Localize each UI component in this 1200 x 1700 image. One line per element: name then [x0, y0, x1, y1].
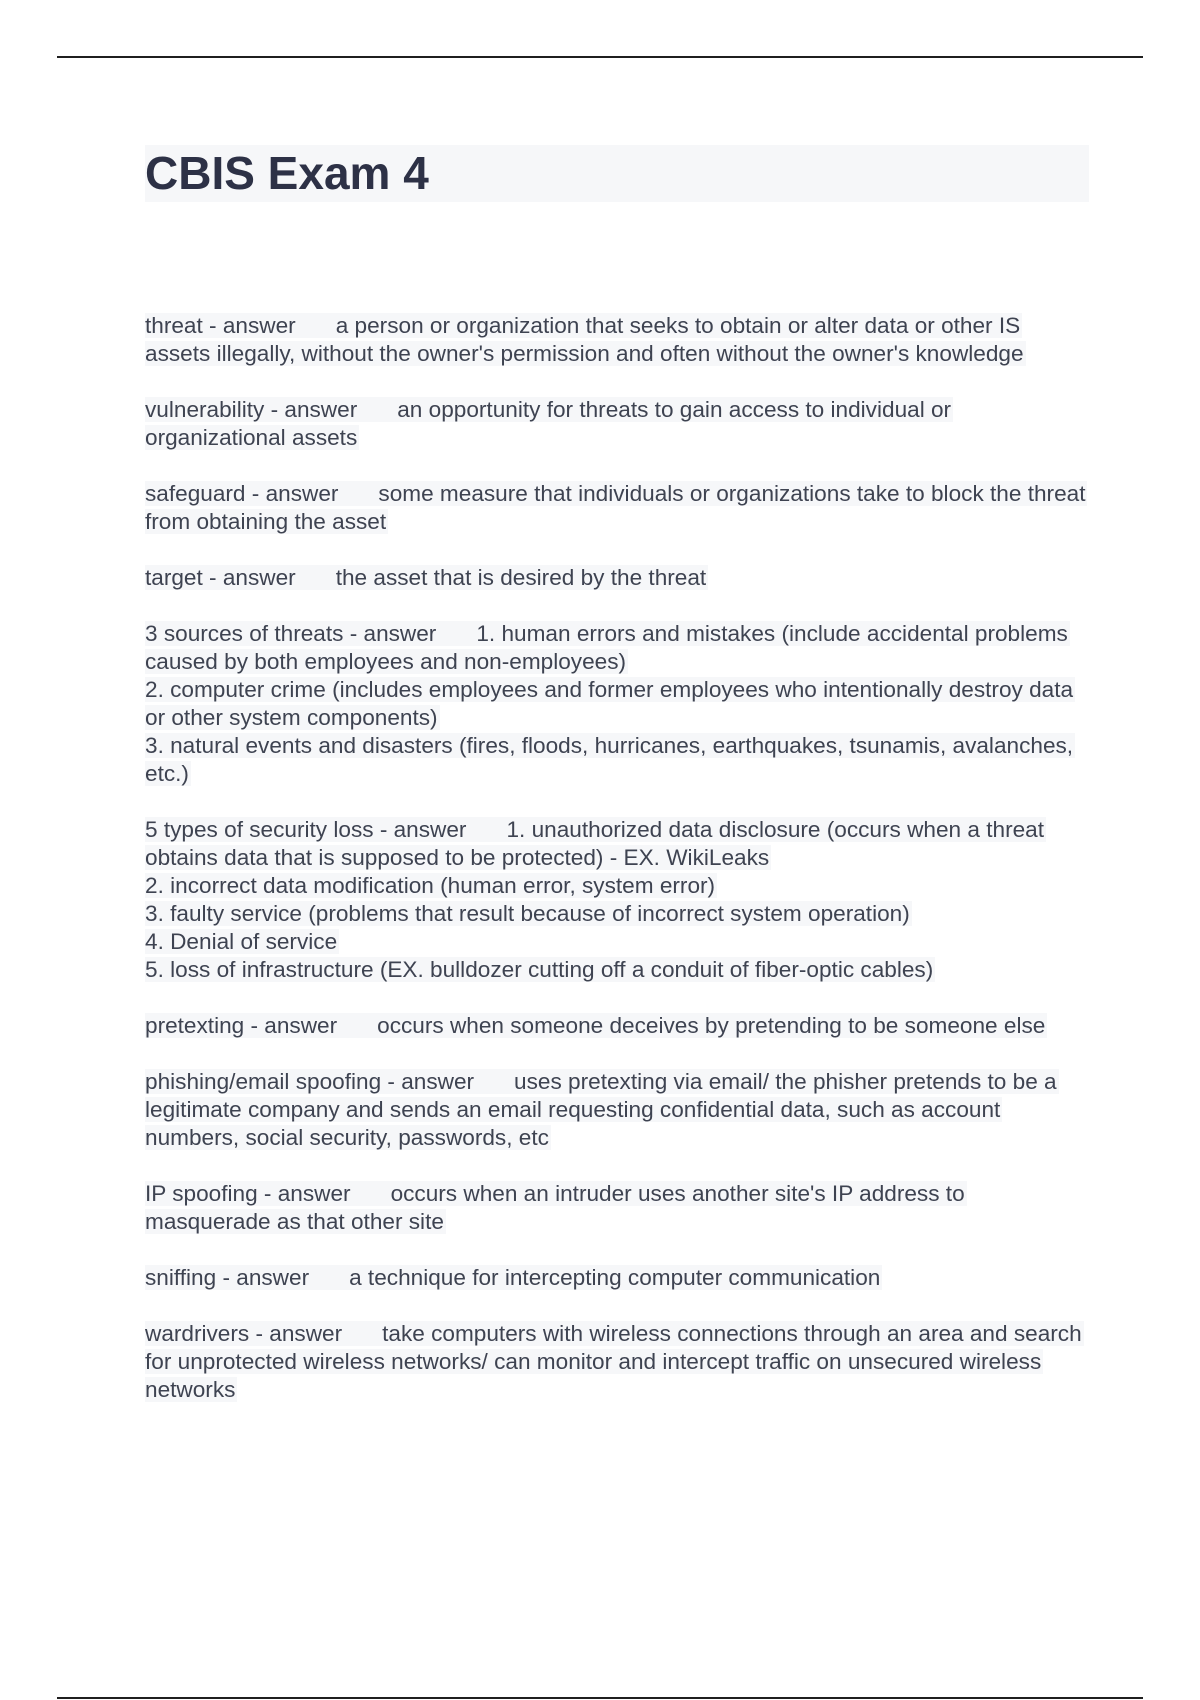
card-definition: some measure that individuals or organizations take to block the threat from obtaining the asset: [145, 481, 1086, 534]
flashcard: [145, 480, 1090, 536]
card-definition: uses pretexting via email/ the phisher pretends to be a legitimate company and sends an email requesting confidential data, such as account numbers, social security, passwords, etc: [145, 1069, 1057, 1150]
bottom-rule: [57, 1697, 1143, 1699]
card-term: wardrivers - answer: [145, 1321, 343, 1346]
card-definition: an opportunity for threats to gain access to individual or organizational assets: [145, 397, 952, 450]
top-rule: [57, 56, 1143, 58]
card-term: 3 sources of threats - answer: [145, 621, 437, 646]
card-definition: the asset that is desired by the threat: [335, 565, 707, 590]
flashcard: [145, 816, 1090, 984]
flashcard: [145, 1068, 1090, 1152]
card-term: threat - answer: [145, 313, 296, 338]
flashcard: [145, 396, 1090, 452]
card-term: vulnerability - answer: [145, 397, 358, 422]
card-definition: occurs when an intruder uses another site's IP address to masquerade as that other site: [145, 1181, 965, 1234]
page-title: CBIS Exam 4: [145, 147, 429, 199]
card-term: target - answer: [145, 565, 296, 590]
flashcard-list: [145, 312, 1090, 1432]
card-definition: a technique for intercepting computer communication: [349, 1265, 881, 1290]
flashcard: [145, 1320, 1090, 1404]
card-term: pretexting - answer: [145, 1013, 338, 1038]
card-definition: a person or organization that seeks to obtain or alter data or other IS assets illegally, without the owner's permission and often without the owner's knowledge: [145, 313, 1024, 366]
card-term: phishing/email spoofing - answer: [145, 1069, 475, 1094]
card-term: sniffing - answer: [145, 1265, 310, 1290]
card-definition: 1. unauthorized data disclosure (occurs when a threat obtains data that is supposed to be protected) - EX. WikiLeaks 2. incorrect data modification (human error, system error) 3. faulty service (problems that result because of incorrect system operation) 4. Denial of service 5. loss of infrastructure (EX. bulldozer cutting off a conduit of fiber-optic cables): [145, 817, 1045, 982]
card-definition: 1. human errors and mistakes (include accidental problems caused by both employees and non-employees) 2. computer crime (includes employees and former employees who intentionally destroy data or other system components) 3. natural events and disasters (fires, floods, hurricanes, earthquakes, tsunamis, avalanches, etc.): [145, 621, 1074, 786]
flashcard: [145, 564, 1090, 592]
card-term: 5 types of security loss - answer: [145, 817, 467, 842]
card-definition: occurs when someone deceives by pretending to be someone else: [377, 1013, 1046, 1038]
flashcard: [145, 1180, 1090, 1236]
flashcard: [145, 1264, 1090, 1292]
flashcard: [145, 1012, 1090, 1040]
flashcard: [145, 312, 1090, 368]
card-definition: take computers with wireless connections through an area and search for unprotected wireless networks/ can monitor and intercept traffic on unsecured wireless networks: [145, 1321, 1082, 1402]
card-term: IP spoofing - answer: [145, 1181, 351, 1206]
flashcard: [145, 620, 1090, 788]
card-term: safeguard - answer: [145, 481, 339, 506]
